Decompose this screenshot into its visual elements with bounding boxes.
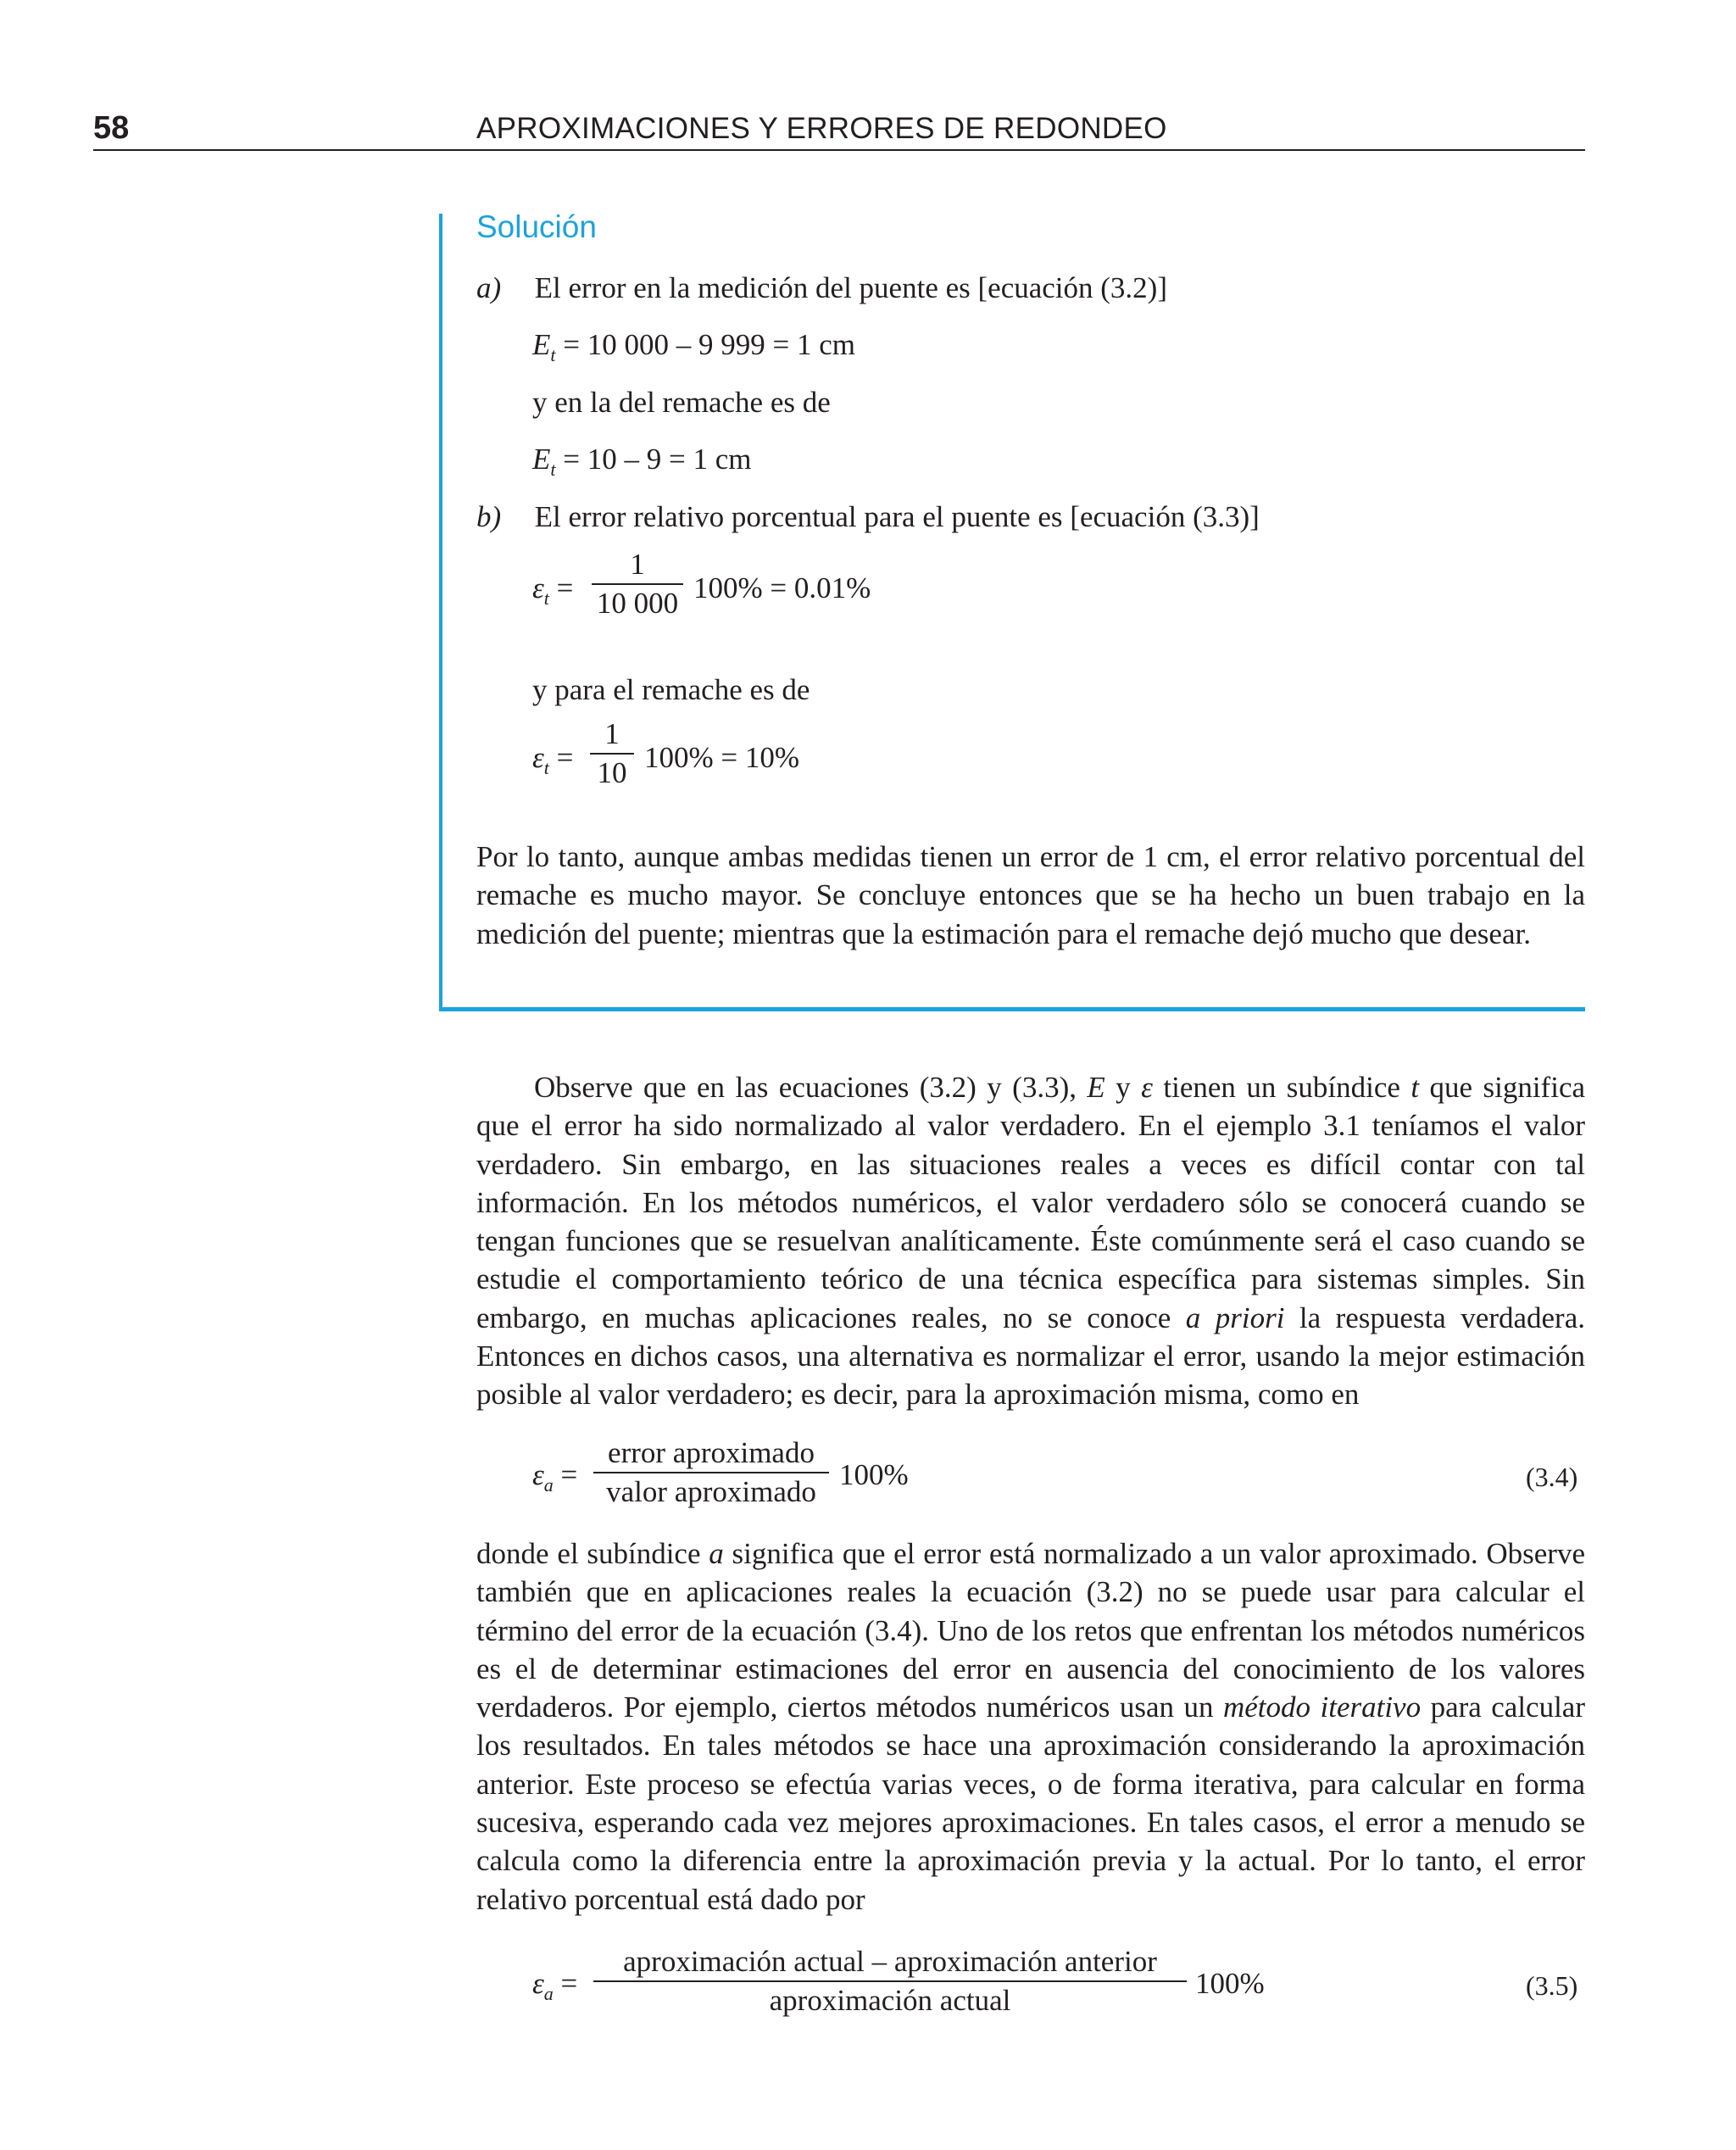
fraction-bar (590, 753, 634, 755)
equation-3-4-rhs: 100% (839, 1458, 909, 1491)
fraction-denominator: 10 (597, 756, 627, 789)
fraction-numerator: aproximación actual – aproximación anterior (623, 1945, 1157, 1978)
item-a-text: El error en la medición del puente es [ecuación (3.2)] (534, 271, 1167, 304)
item-a-mid-text: y en la del remache es de (532, 386, 831, 419)
symbol-epsilon: ε (532, 571, 544, 604)
fraction-numerator: 1 (630, 548, 645, 581)
fraction-3-5 (593, 1945, 1187, 2018)
page-number: 58 (93, 110, 130, 146)
symbol-E: E (532, 443, 551, 476)
item-a (476, 270, 1167, 307)
text-run: tienen un subíndice (1152, 1071, 1411, 1104)
equals-sign: = (553, 1967, 578, 2000)
emphasis-metodo-iterativo: método iterativo (1223, 1690, 1422, 1724)
running-title: APROXIMACIONES Y ERRORES DE REDONDEO (476, 112, 1167, 145)
subscript-t: t (550, 459, 556, 480)
solution-conclusion (476, 838, 1585, 953)
item-b-text: El error relativo porcentual para el puente es [ecuación (3.3)] (534, 500, 1260, 533)
body-paragraph-2 (476, 1535, 1585, 1919)
fraction-denominator: valor aproximado (606, 1475, 816, 1508)
subscript-t: t (550, 344, 556, 365)
subscript-t: t (543, 757, 549, 778)
emphasis-a-priori: a priori (1185, 1301, 1285, 1334)
subscript-a: a (543, 1983, 554, 2004)
equals-sign: = (548, 741, 574, 774)
text-run: significa que el error está normalizado a un valor aproximado. Observe también que en aplicaciones reales la ecuación (3.2) no se puede usar para calcular el término del error de la ecuación (3.4). Uno de los retos que enfrentan los métodos numéricos es el de determinar estimaciones del error en ausencia del conocimiento de los valores verdaderos. Por ejemplo, ciertos métodos numéricos usan un (476, 1537, 1586, 1724)
equation-3-4-lhs (532, 1457, 577, 1504)
symbol-epsilon: ε (532, 741, 544, 774)
item-a-label: a) (476, 271, 502, 304)
symbol-E: E (1087, 1071, 1105, 1104)
header-rule (93, 149, 1585, 151)
text-run: y (1104, 1071, 1142, 1104)
subscript-a: a (543, 1474, 554, 1496)
fraction-denominator: 10 000 (596, 587, 679, 620)
symbol-a: a (709, 1537, 724, 1570)
equation-3-5-lhs (532, 1965, 577, 2013)
example-box-left-rule (439, 214, 442, 1011)
example-box-bottom-rule (439, 1007, 1585, 1011)
body-paragraph-1 (476, 1068, 1585, 1414)
text-run: Observe que en las ecuaciones (3.2) y (3.3), (534, 1071, 1088, 1104)
equation-a2-rhs: = 10 – 9 = 1 cm (555, 443, 752, 476)
equals-sign: = (548, 571, 574, 604)
symbol-t: t (1410, 1071, 1420, 1104)
symbol-epsilon: ε (1141, 1071, 1153, 1104)
equation-b2-rhs: 100% = 10% (644, 741, 800, 774)
equation-a2 (532, 441, 752, 488)
fraction-b1 (592, 548, 683, 621)
equation-3-5-rhs: 100% (1195, 1967, 1265, 2000)
equation-b1-lhs (532, 570, 573, 617)
equation-b1-rhs: 100% = 0.01% (693, 571, 871, 604)
solution-conclusion-text: Por lo tanto, aunque ambas medidas tienen un error de 1 cm, el error relativo porcentual del remache es mucho mayor. Se concluye entonces que se ha hecho un buen trabajo en la medición del puente; mientras que la estimación para el remache dejó mucho que desear. (476, 840, 1585, 950)
fraction-bar (593, 1472, 829, 1473)
fraction-bar (593, 1980, 1187, 1982)
equation-b2-lhs (532, 739, 573, 787)
subscript-t: t (543, 588, 549, 609)
text-run: la respuesta verdadera. Entonces en dichos casos, una alternativa es normalizar el error, usando la mejor estimación posible al valor verdadero; es decir, para la aproximación misma, como en (476, 1301, 1585, 1412)
equation-number-3-4: (3.4) (1526, 1462, 1578, 1492)
item-b-label: b) (476, 500, 502, 533)
equation-number-3-5: (3.5) (1526, 1970, 1578, 2001)
text-run: para calcular los resultados. En tales métodos se hace una aproximación considerando la aproximación anterior. Este proceso se efectúa varias veces, o de forma iterativa, para calcular en forma sucesiva, esperando cada vez mejores aproximaciones. En tales casos, el error a menudo se calcula como la diferencia entre la aproximación previa y la actual. Por lo tanto, el error relativo porcentual está dado por (476, 1690, 1585, 1916)
fraction-b2 (590, 717, 634, 790)
solution-heading: Solución (476, 209, 597, 244)
fraction-3-4 (593, 1436, 829, 1509)
fraction-numerator: 1 (604, 717, 620, 750)
symbol-epsilon: ε (532, 1458, 544, 1491)
equation-a1-rhs: = 10 000 – 9 999 = 1 cm (555, 328, 856, 361)
item-b (476, 499, 1260, 536)
fraction-numerator: error aproximado (608, 1436, 815, 1469)
item-b-mid-text: y para el remache es de (532, 673, 810, 706)
equals-sign: = (553, 1458, 578, 1491)
fraction-denominator: aproximación actual (769, 1984, 1011, 2017)
equation-a1 (532, 326, 855, 374)
text-run: que significa que el error ha sido normalizado al valor verdadero. En el ejemplo 3.1 teníamos el valor verdadero. Sin embargo, en las situaciones reales a veces es difícil contar con tal información. En los métodos numéricos, el valor verdadero sólo se conocerá cuando se tengan funciones que se resuelvan analíticamente. Éste comúnmente será el caso cuando se estudie el comportamiento teórico de una técnica específica para sistemas simples. Sin embargo, en muchas aplicaciones reales, no se conoce (476, 1071, 1586, 1334)
fraction-bar (592, 583, 683, 585)
symbol-E: E (532, 328, 551, 361)
symbol-epsilon: ε (532, 1967, 544, 2000)
text-run: donde el subíndice (476, 1537, 709, 1570)
